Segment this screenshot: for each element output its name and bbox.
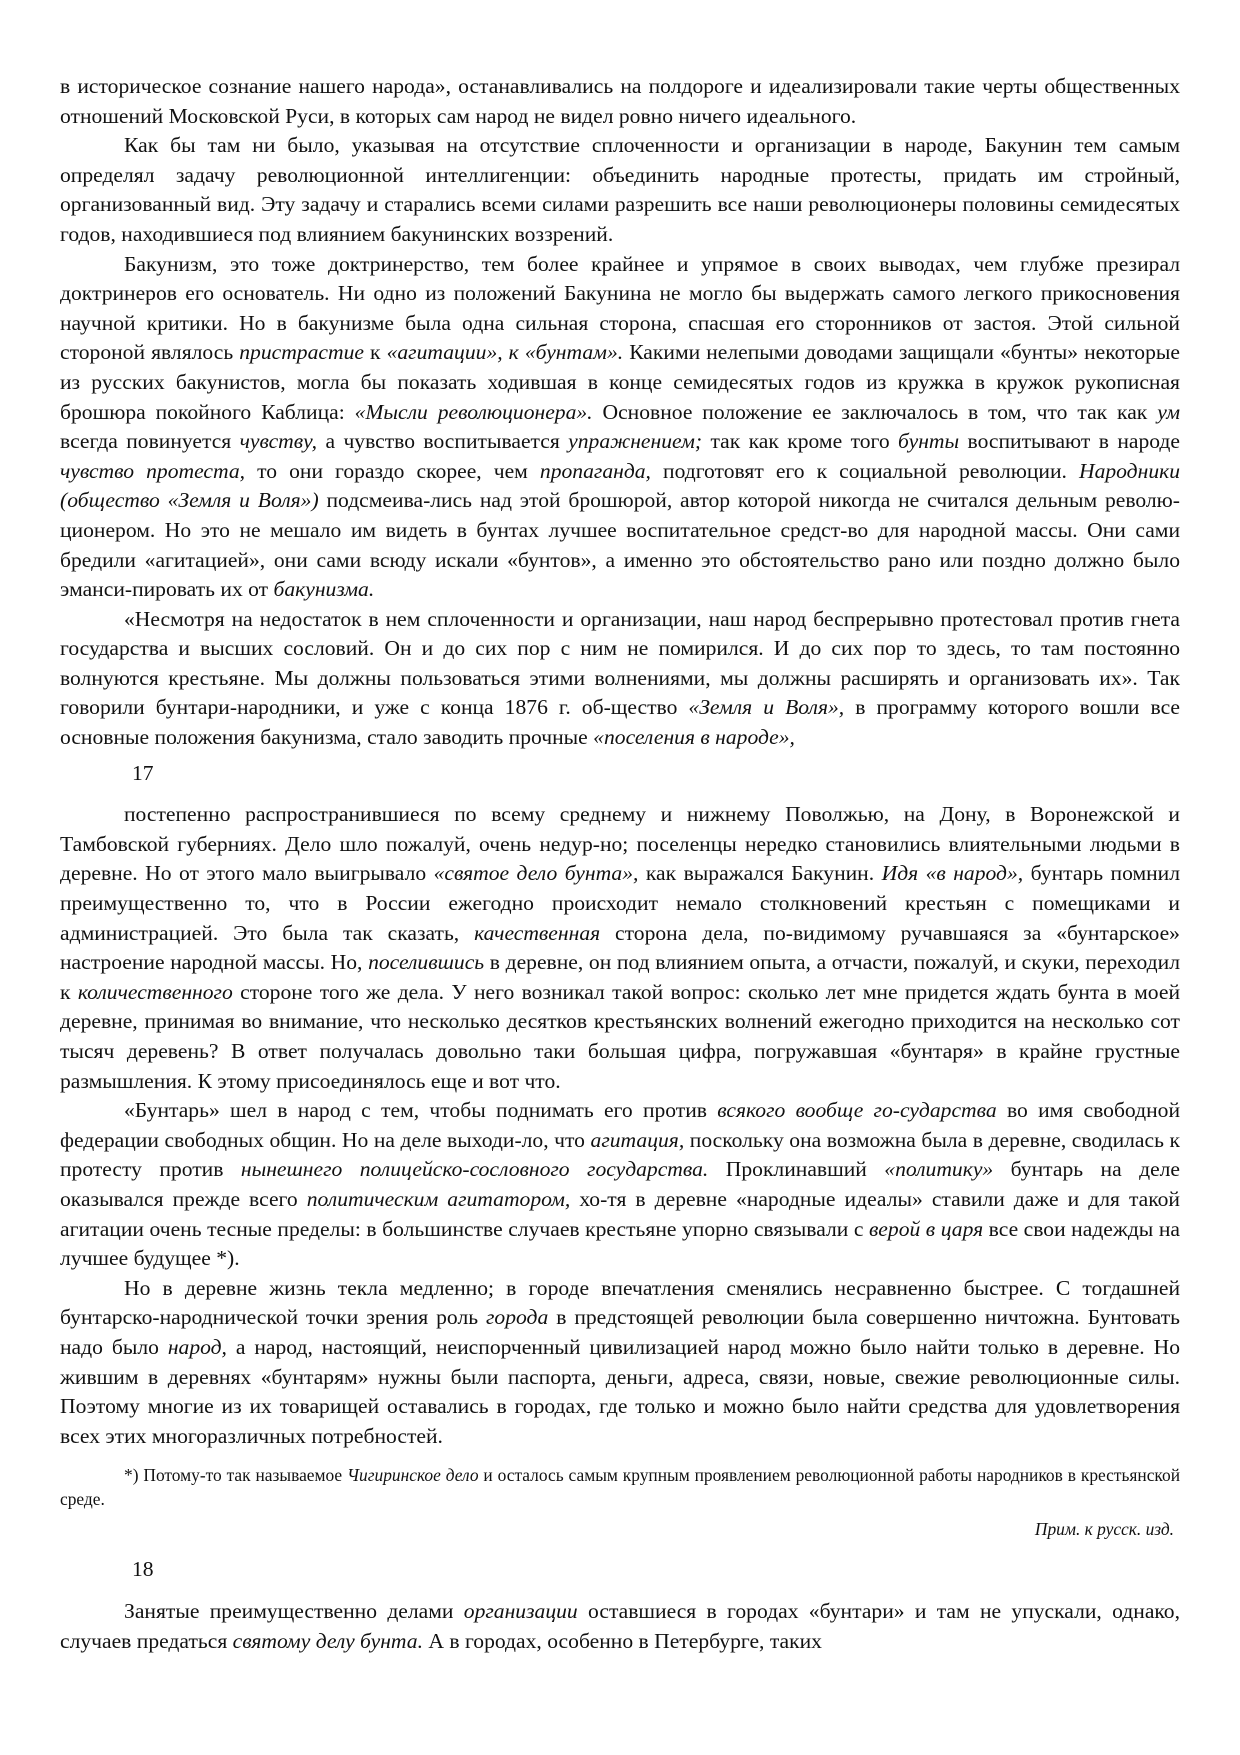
page-number: 18 bbox=[132, 1557, 154, 1582]
paragraph: Бакунизм, это тоже доктринерство, тем более крайнее и упрямое в своих выводах, чем глубже презирал доктринеров его основатель. Ни одно из положений Бакунина не могло бы выдержать самого легкого прикосновения научной критики. Но в бакунизме была одна сильная сторона, спасшая его сторонников от застоя. Этой сильной стороной являлось пристрастие к «агитации», к «бунтам». Какими нелепыми доводами защищали «бунты» некоторые из русских бакунистов, могла бы показать ходившая в конце семидесятых годов из кружка в кружок рукописная брошюра покойного Каблица: «Мысли революционера». Основное положение ее заключалось в том, что так как ум всегда повинуется чувству, а чувство воспитывается упражнением; так как кроме того бунты воспитывают в народе чувство протеста, то они гораздо скорее, чем пропаганда, подготовят его к социальной революции. Народники (общество «Земля и Воля») подсмеива-лись над этой брошюрой, автор которой никогда не считался дельным револю-ционером. Но это не мешало им видеть в бунтах лучшее воспитательное средст-во для народной массы. Они сами бредили «агитацией», они сами всюду искали «бунтов», а именно это обстоятельство рано или поздно должно было эманси-пировать их от бакунизма. bbox=[60, 251, 1181, 602]
footnote-signature: Прим. к русск. изд. bbox=[1034, 1519, 1174, 1540]
paragraph: «Несмотря на недостаток в нем сплоченности и организации, наш народ беспрерывно протестовал против гнета государства и высших сословий. Он и до сих пор с ним не помирился. И до сих пор то здесь, то там постоянно волнуются крестьяне. Мы должны пользоваться этими волнениями, мы должны расширять и организовать их». Так говорили бунтари-народники, и уже с конца 1876 г. об-щество «Земля и Воля», в программу которого вошли все основные положения бакунизма, стало заводить прочные «поселения в народе», bbox=[60, 606, 1180, 750]
footnote: *) Потому-то так называемое Чигиринское дело и осталось самым крупным проявлением революционной работы народников в крестьянской среде. bbox=[60, 1465, 1181, 1510]
paragraph: Занятые преимущественно делами организации оставшиеся в городах «бунтари» и там не упускали, однако, случаев предаться святому делу бунта. А в городах, особенно в Петербурге, таких bbox=[60, 1598, 1180, 1653]
page-number: 17 bbox=[132, 760, 154, 785]
paragraph: Как бы там ни было, указывая на отсутствие сплоченности и организации в народе, Бакунин тем самым определял задачу революционной интеллигенции: объединить народные протесты, придать им стройный, организованный вид. Эту задачу и старались всеми силами разрешить все наши революционеры половины семидесятых годов, находившиеся под влиянием бакунинских воззрений. bbox=[60, 133, 1180, 246]
paragraph: в историческое сознание нашего народа», останавливались на полдороге и идеализировали такие черты общественных отношений Московской Руси, в которых сам народ не видел ровно ничего идеального. bbox=[60, 74, 1180, 128]
paragraph: постепенно распространившиеся по всему среднему и нижнему Поволжью, на Дону, в Воронежской и Тамбовской губерниях. Дело шло пожалуй, очень недур-но; поселенцы нередко становились влиятельными людьми в деревне. Но от этого мало выигрывало «святое дело бунта», как выражался Бакунин. Идя «в народ», бунтарь помнил преимущественно то, что в России ежегодно происходит немало столкновений крестьян с помещиками и администрацией. Это была так сказать, качественная сторона дела, по-видимому ручавшаяся за «бунтарское» настроение народной массы. Но, поселившись в деревне, он под влиянием опыта, а отчасти, пожалуй, и скуки, переходил к количественного стороне того же дела. У него возникал такой вопрос: сколько лет мне придется ждать бунта в моей деревне, принимая во внимание, что несколько десятков крестьянских волнений ежегодно приходится на несколько сот тысяч деревень? В ответ получалась довольно таки большая цифра, погружавшая «бунтаря» в крайне грустные размышления. К этому присоединялось еще и вот что. bbox=[60, 802, 1181, 1093]
paragraph: «Бунтарь» шел в народ с тем, чтобы поднимать его против всякого вообще го-сударства во имя свободной федерации свободных общин. Но на деле выходи-ло, что агитация, поскольку она возможна была в деревне, сводилась к протесту против нынешнего полицейско-сословного государства. Проклинавший «политику» бунтарь на деле оказывался прежде всего политическим агитатором, хо-тя в деревне «народные идеалы» ставили даже и для такой агитации очень тесные пределы: в большинстве случаев крестьяне упорно связывали с верой в царя все свои надежды на лучшее будущее *). bbox=[60, 1098, 1181, 1271]
document-page bbox=[60, 72, 1180, 1656]
paragraph: Но в деревне жизнь текла медленно; в городе впечатления сменялись несравненно быстрее. С тогдашней бунтарско-народнической точки зрения роль города в предстоящей революции была совершенно ничтожна. Бунтовать надо было народ, а народ, настоящий, неиспорченный цивилизацией народ можно было найти только в деревне. Но жившим в деревнях «бунтарям» нужны были паспорта, деньги, адреса, связи, новые, свежие революционные силы. Поэтому многие из их товарищей оставались в городах, где только и можно было найти средства для удовлетворения всех этих многоразличных потребностей. bbox=[60, 1275, 1180, 1448]
